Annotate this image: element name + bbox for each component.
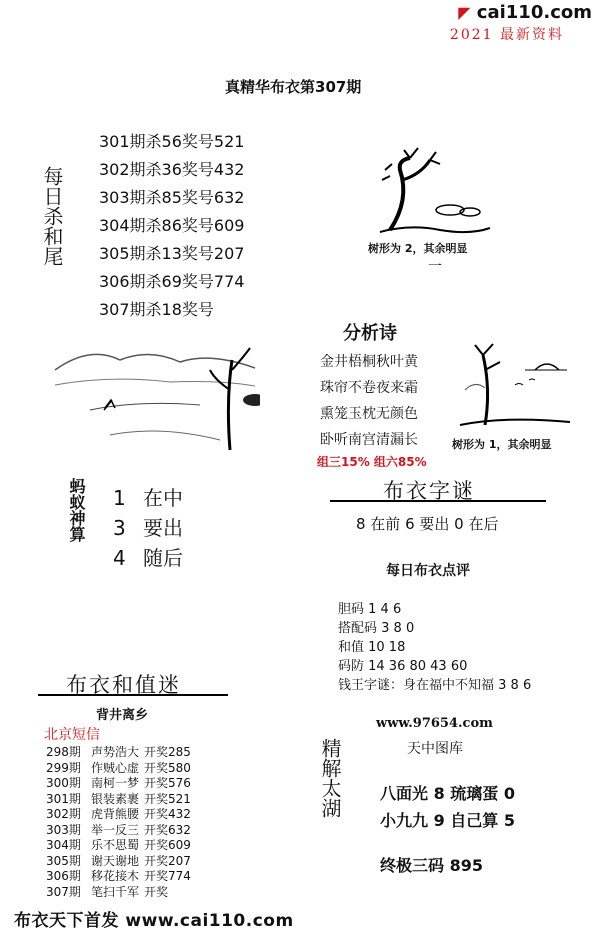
- sms-row: [46, 885, 191, 901]
- poem-line: 卧听南宫清漏长: [320, 432, 418, 448]
- sms-result: 开奖: [144, 884, 169, 899]
- sms-row: [46, 854, 191, 870]
- ant-calc-label: 蚂蚁神算: [67, 478, 86, 542]
- review-title: 每日布衣点评: [386, 563, 470, 579]
- site-url-text: cai110.com: [476, 2, 592, 23]
- value-riddle-subtitle: 背井离乡: [96, 708, 149, 723]
- year-tag: 2021 最新资料: [449, 27, 564, 43]
- kill-item: 306期杀69奖号774: [99, 272, 245, 291]
- sms-issue: 306期: [46, 869, 81, 883]
- value-riddle-title: 布衣和值迷: [66, 673, 181, 697]
- value-riddle-divider: [38, 694, 228, 696]
- review-line: 码防 14 36 80 43 60: [338, 659, 468, 674]
- ant-text: 在中: [143, 486, 183, 510]
- beijing-sms-list: [46, 745, 191, 900]
- sms-phrase: 南柯一梦: [91, 776, 140, 790]
- ant-number: 1: [113, 486, 126, 510]
- gallery-url: www.97654.com: [376, 716, 493, 731]
- sms-row: [46, 807, 191, 823]
- ant-number: 3: [113, 516, 126, 540]
- sms-result: 开奖521: [144, 791, 191, 806]
- sms-result: 开奖580: [144, 760, 191, 775]
- ant-number: 4: [113, 546, 126, 570]
- jingjie-label: 精解太湖: [318, 738, 342, 818]
- sms-row: [46, 745, 191, 761]
- kill-item: 302期杀36奖号432: [99, 160, 245, 179]
- sms-row: [46, 761, 191, 777]
- footer-text: 布衣天下首发 www.cai110.com: [14, 911, 294, 931]
- sms-phrase: 声势浩大: [91, 745, 140, 759]
- group-ratio: 组三15% 组六85%: [317, 455, 427, 469]
- sms-result: 开奖432: [144, 807, 191, 821]
- kill-item: 304期杀86奖号609: [99, 216, 245, 235]
- review-line: 和值 10 18: [338, 640, 406, 655]
- sms-phrase: 虎背熊腰: [91, 807, 140, 821]
- ant-row: [113, 483, 183, 513]
- kill-item: 305期杀13奖号207: [99, 244, 245, 263]
- sms-issue: 303期: [46, 822, 81, 837]
- sms-phrase: 作贼心虚: [91, 760, 140, 775]
- tree-caption-1: 树形为 2，其余明显: [368, 242, 468, 255]
- review-line: 胆码 1 4 6: [338, 602, 402, 617]
- poem-line: 金井梧桐秋叶黄: [320, 354, 418, 370]
- daily-kill-list: [99, 128, 244, 324]
- poem-lines: [320, 349, 418, 453]
- tree-dash: 一: [428, 259, 442, 275]
- ant-text: 随后: [143, 546, 183, 570]
- poem-line: 珠帘不卷夜来霜: [320, 380, 418, 396]
- sms-row: [46, 869, 191, 885]
- logo-mark-icon: ◤: [458, 3, 471, 22]
- final-three-codes: 终极三码 895: [380, 856, 483, 875]
- review-lines: [338, 600, 531, 695]
- jingjie-lines: [380, 780, 515, 834]
- tree-illustration-1: [370, 140, 500, 235]
- daily-kill-label: 每日杀和尾: [40, 166, 64, 266]
- kill-item: 301期杀56奖号521: [99, 132, 245, 151]
- sms-row: [46, 838, 191, 854]
- sms-result: 开奖632: [144, 822, 191, 837]
- gallery-name: 天中图库: [407, 741, 463, 757]
- sms-row: [46, 776, 191, 792]
- sms-issue: 307期: [46, 884, 81, 899]
- ant-text: 要出: [143, 516, 183, 540]
- sms-result: 开奖609: [144, 838, 191, 852]
- sms-result: 开奖285: [144, 745, 191, 759]
- site-logo-url: [458, 2, 592, 23]
- ant-row: [113, 513, 183, 543]
- sms-phrase: 举一反三: [91, 822, 140, 837]
- jingjie-line: 小九九 9 自己算 5: [380, 811, 515, 830]
- sms-result: 开奖207: [144, 853, 191, 868]
- sms-issue: 304期: [46, 838, 81, 852]
- sms-result: 开奖774: [144, 869, 191, 883]
- poem-title: 分析诗: [343, 323, 397, 344]
- riddle-divider: [330, 500, 546, 502]
- review-line: 搭配码 3 8 0: [338, 621, 415, 636]
- sms-phrase: 乐不思蜀: [91, 838, 140, 852]
- sms-phrase: 银装素裹: [91, 791, 140, 806]
- sms-row: [46, 823, 191, 839]
- ant-row: [113, 543, 183, 573]
- sms-result: 开奖576: [144, 776, 191, 790]
- sms-issue: 305期: [46, 853, 81, 868]
- beijing-sms-label: 北京短信: [44, 727, 100, 743]
- sms-issue: 301期: [46, 791, 81, 806]
- sms-phrase: 笔扫千军: [91, 884, 140, 899]
- sms-row: [46, 792, 191, 808]
- sms-issue: 300期: [46, 776, 81, 790]
- sms-phrase: 谢天谢地: [91, 853, 140, 868]
- tree-caption-2: 树形为 1，其余明显: [452, 438, 552, 451]
- sms-issue: 298期: [46, 745, 81, 759]
- riddle-text: 8 在前 6 要出 0 在后: [356, 515, 499, 533]
- landscape-illustration: [50, 340, 260, 460]
- tree-illustration-2: [455, 330, 575, 430]
- sms-issue: 302期: [46, 807, 81, 821]
- sms-phrase: 移花接木: [91, 869, 140, 883]
- jingjie-line: 八面光 8 琉璃蛋 0: [380, 784, 515, 803]
- riddle-title: 布衣字谜: [383, 479, 475, 503]
- review-line: 钱王字谜：身在福中不知福 3 8 6: [338, 678, 532, 693]
- issue-title: 真精华布衣第307期: [225, 78, 362, 96]
- sms-issue: 299期: [46, 760, 81, 775]
- ant-calc-rows: [113, 483, 183, 573]
- kill-item: 303期杀85奖号632: [99, 188, 245, 207]
- kill-item: 307期杀18奖号: [99, 300, 214, 319]
- poem-line: 熏笼玉枕无颜色: [320, 406, 418, 422]
